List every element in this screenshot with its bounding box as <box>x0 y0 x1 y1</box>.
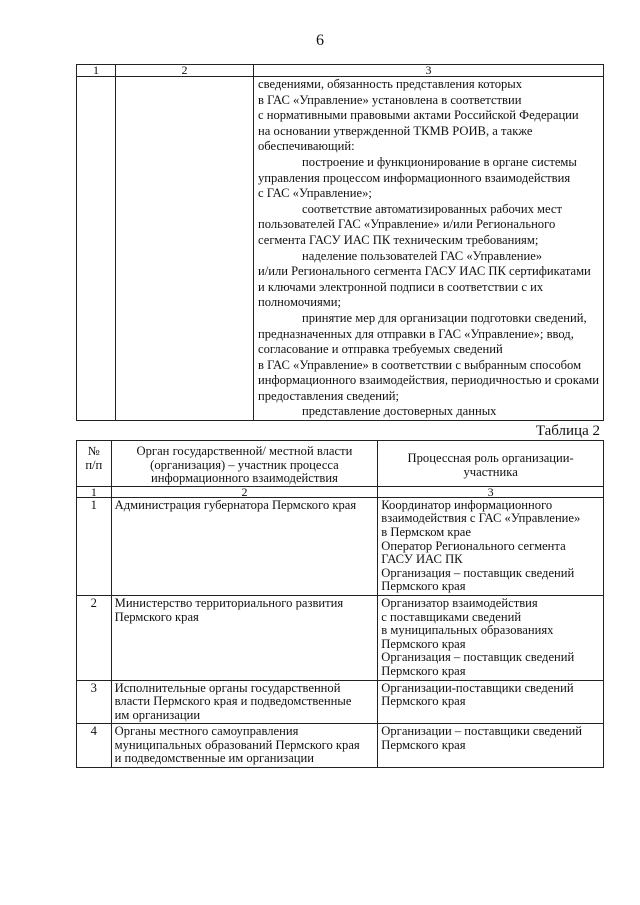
text-line: с ГАС «Управление»; <box>258 186 372 201</box>
organization-line: и подведомственные им организации <box>114 751 315 766</box>
role-line: ГАСУ ИАС ПК <box>381 552 463 567</box>
text-line: информационного взаимодействия, периодичностью и сроками <box>258 373 599 388</box>
table-1-body-row <box>77 77 604 421</box>
column-number: 1 <box>77 486 112 497</box>
role-line: Организации – поставщики сведений <box>381 724 582 739</box>
table-2-header-row <box>77 441 604 487</box>
role-line: Пермского края <box>381 579 466 594</box>
role-cell <box>378 724 604 768</box>
text-line: на основании утвержденной ТКМВ РОИВ, а также <box>258 123 533 138</box>
text-line: управления процессом информационного взаимодействия <box>258 170 571 185</box>
row-number: 3 <box>77 680 112 724</box>
organization-line: Органы местного самоуправления <box>114 724 299 739</box>
row-number: 2 <box>77 595 112 680</box>
table-2 <box>76 440 604 768</box>
organization-line: власти Пермского края и подведомственные <box>114 694 352 709</box>
header-line: п/п <box>85 457 103 472</box>
table-row <box>77 724 604 768</box>
table-1-empty-cell <box>116 77 254 421</box>
role-cell <box>378 497 604 595</box>
text-line: представление достоверных данных <box>302 404 497 419</box>
table-1-text-cell <box>254 77 604 421</box>
text-line: в ГАС «Управление» установлена в соответствии <box>258 92 522 107</box>
text-line: с нормативными правовыми актами Российской Федерации <box>258 108 579 123</box>
row-number: 1 <box>77 497 112 595</box>
header-line: Орган государственной/ местной власти <box>136 444 353 458</box>
text-line: наделение пользователей ГАС «Управление» <box>302 248 543 263</box>
role-line: Организация – поставщик сведений <box>381 565 575 580</box>
organization-line: Исполнительные органы государственной <box>114 680 341 695</box>
organization-cell <box>111 724 378 768</box>
table-1-continuation <box>76 64 604 421</box>
table-1-header-row <box>77 65 604 77</box>
header-line: № <box>87 444 100 458</box>
page-number: 6 <box>316 32 324 49</box>
table-1-header-col-1: 1 <box>77 65 116 77</box>
role-line: Организации-поставщики сведений <box>381 680 574 695</box>
role-line: в муниципальных образованиях <box>381 623 554 638</box>
table-2-header-number <box>77 441 112 487</box>
organization-line: Пермского края <box>114 609 199 624</box>
text-line: в ГАС «Управление» в соответствии с выбранным способом <box>258 357 582 372</box>
role-cell <box>378 595 604 680</box>
text-line: соответствие автоматизированных рабочих мест <box>302 201 562 216</box>
text-line: принятие мер для организации подготовки сведений, <box>302 310 587 325</box>
role-line: с поставщиками сведений <box>381 609 522 624</box>
organization-line: Министерство территориального развития <box>114 595 344 610</box>
table-row <box>77 497 604 595</box>
role-line: Пермского края <box>381 694 466 709</box>
organization-line: им организации <box>114 707 201 722</box>
table-1-header-col-3: 3 <box>254 65 604 77</box>
header-line: участника <box>463 464 518 479</box>
header-line: Процессная роль организации- <box>407 451 574 465</box>
role-line: Пермского края <box>381 737 466 752</box>
role-line: Организация – поставщик сведений <box>381 650 575 665</box>
text-line: обеспечивающий: <box>258 139 355 154</box>
table-2-caption: Таблица 2 <box>535 423 600 439</box>
organization-cell <box>111 595 378 680</box>
text-line: сведениями, обязанность представления которых <box>258 77 523 91</box>
role-line: Пермского края <box>381 663 466 678</box>
table-row <box>77 595 604 680</box>
text-line: и ключами электронной подписи в соответствии с их <box>258 279 544 294</box>
organization-cell <box>111 497 378 595</box>
text-line: и/или Регионального сегмента ГАСУ ИАС ПК сертификатами <box>258 264 591 279</box>
organization-line: муниципальных образований Пермского края <box>114 737 360 752</box>
role-line: в Пермском крае <box>381 524 471 539</box>
organization-cell <box>111 680 378 724</box>
role-cell <box>378 680 604 724</box>
text-line: сегмента ГАСУ ИАС ПК техническим требованиям; <box>258 232 539 247</box>
header-line: (организация) – участник процесса <box>150 457 339 472</box>
text-line: согласование и отправка требуемых сведений <box>258 342 503 357</box>
role-line: Оператор Регионального сегмента <box>381 538 566 553</box>
table-row <box>77 680 604 724</box>
organization-line: Администрация губернатора Пермского края <box>114 497 357 512</box>
column-number: 3 <box>378 486 604 497</box>
row-number: 4 <box>77 724 112 768</box>
text-line: полномочиями; <box>258 295 341 310</box>
table-2-column-numbers <box>77 486 604 497</box>
table-1-empty-cell <box>77 77 116 421</box>
role-line: Организатор взаимодействия <box>381 595 538 610</box>
column-number: 2 <box>111 486 378 497</box>
header-line: информационного взаимодействия <box>151 471 338 486</box>
table-2-header-role <box>378 441 604 487</box>
role-line: Пермского края <box>381 636 466 651</box>
text-line: пользователей ГАС «Управление» и/или Регионального <box>258 217 556 232</box>
text-line: предназначенных для отправки в ГАС «Управление»; ввод, <box>258 326 574 341</box>
role-line: Координатор информационного <box>381 497 553 512</box>
text-line: предоставления сведений; <box>258 388 399 403</box>
table-1-header-col-2: 2 <box>116 65 254 77</box>
text-line: построение и функционирование в органе системы <box>302 154 577 169</box>
table-2-header-organization <box>111 441 378 487</box>
role-line: взаимодействия с ГАС «Управление» <box>381 511 581 526</box>
